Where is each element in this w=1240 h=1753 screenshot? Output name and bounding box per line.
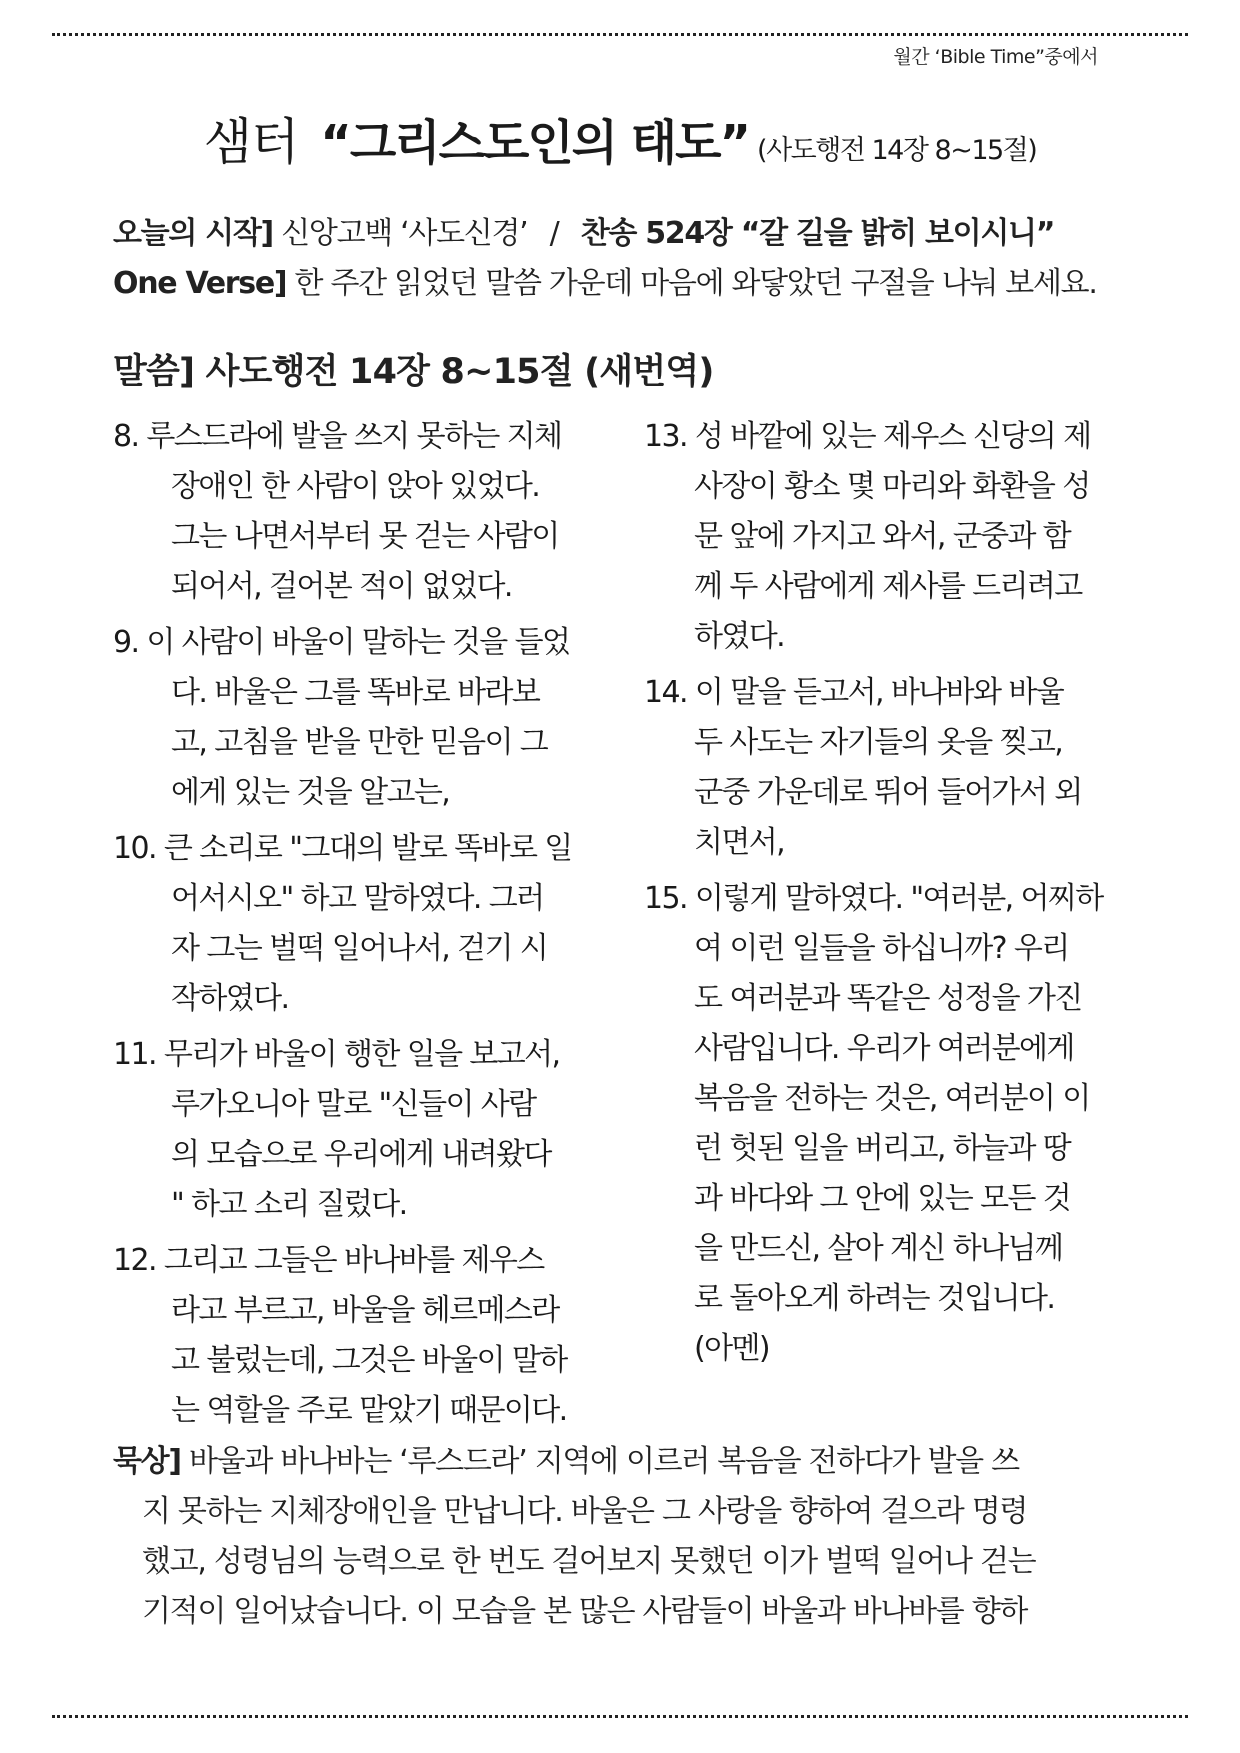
verse-line: 는 역할을 주로 맡았기 때문이다. bbox=[171, 1393, 567, 1428]
source-note: 월간 ‘Bible Time”중에서 bbox=[893, 46, 1098, 68]
verse bbox=[644, 668, 1134, 868]
verse-line: 과 바다와 그 안에 있는 모든 것 bbox=[694, 1181, 1071, 1216]
one-verse-label: One Verse] bbox=[113, 266, 287, 301]
verse-line: 9. 이 사람이 바울이 말하는 것을 들었 bbox=[113, 625, 570, 660]
verse bbox=[113, 824, 613, 1024]
verse-line: 께 두 사람에게 제사를 드리려고 bbox=[694, 569, 1082, 604]
intro-one-verse-line bbox=[113, 258, 1143, 302]
verse-line: 되어서, 걸어본 적이 없었다. bbox=[171, 569, 512, 604]
verse-line: 로 돌아오게 하려는 것입니다. bbox=[694, 1281, 1055, 1316]
verse-line: 런 헛된 일을 버리고, 하늘과 땅 bbox=[694, 1131, 1071, 1166]
verse-line: 작하였다. bbox=[171, 981, 289, 1016]
title-main: “그리스도인의 태도” bbox=[320, 115, 750, 171]
title-section-name: 샘터 bbox=[203, 113, 299, 171]
top-dotted-rule bbox=[52, 33, 1188, 36]
scripture-heading: 말씀] 사도행전 14장 8~15절 (새번역) bbox=[113, 352, 714, 392]
intro-start-line bbox=[113, 208, 1143, 252]
verse-line: 루가오니아 말로 "신들이 사람 bbox=[171, 1087, 536, 1122]
verse-line: 도 여러분과 똑같은 성정을 가진 bbox=[694, 981, 1082, 1016]
meditation-line: 했고, 성령님의 능력으로 한 번도 걸어보지 못했던 이가 벌떡 일어나 걷는 bbox=[142, 1544, 1036, 1579]
verse-line: 의 모습으로 우리에게 내려왔다 bbox=[171, 1137, 551, 1172]
page-title bbox=[0, 102, 1240, 174]
verse-line: 복음을 전하는 것은, 여러분이 이 bbox=[694, 1081, 1090, 1116]
verse-line: 15. 이렇게 말하였다. "여러분, 어찌하 bbox=[644, 881, 1103, 916]
verse-line: 11. 무리가 바울이 행한 일을 보고서, bbox=[113, 1037, 560, 1072]
start-label: 오늘의 시작] bbox=[113, 216, 273, 251]
verse-line: 어서시오" 하고 말하였다. 그러 bbox=[171, 881, 544, 916]
verse bbox=[113, 1030, 613, 1230]
meditation bbox=[113, 1437, 1143, 1637]
verse bbox=[113, 1236, 613, 1436]
verse bbox=[644, 412, 1134, 662]
scripture-right-column bbox=[644, 412, 1134, 1380]
verse-line: 장애인 한 사람이 앉아 있었다. bbox=[171, 469, 540, 504]
verse-line: 문 앞에 가지고 와서, 군중과 함 bbox=[694, 519, 1071, 554]
scripture-left-column bbox=[113, 412, 613, 1442]
meditation-first-text: 바울과 바나바는 ‘루스드라’ 지역에 이르러 복음을 전하다가 발을 쓰 bbox=[189, 1444, 1019, 1479]
verse-line: 14. 이 말을 듣고서, 바나바와 바울 bbox=[644, 675, 1064, 710]
verse-line: 여 이런 일들을 하십니까? 우리 bbox=[694, 931, 1069, 966]
verse-line: 13. 성 바깥에 있는 제우스 신당의 제 bbox=[644, 419, 1091, 454]
verse-line: (아멘) bbox=[694, 1331, 769, 1366]
meditation-label: 묵상] bbox=[113, 1444, 181, 1479]
verse-line: " 하고 소리 질렀다. bbox=[171, 1187, 407, 1222]
bottom-dotted-rule bbox=[52, 1715, 1188, 1718]
verse-line: 에게 있는 것을 알고는, bbox=[171, 775, 450, 810]
verse-line: 다. 바울은 그를 똑바로 바라보 bbox=[171, 675, 540, 710]
intro-separator: / bbox=[549, 216, 559, 251]
verse bbox=[644, 874, 1134, 1374]
verse bbox=[113, 412, 613, 612]
verse-line: 두 사도는 자기들의 옷을 찢고, bbox=[694, 725, 1063, 760]
meditation-line: 지 못하는 지체장애인을 만납니다. 바울은 그 사랑을 향하여 걸으라 명령 bbox=[142, 1494, 1028, 1529]
hymn-text: 찬송 524장 “갈 길을 밝히 보이시니” bbox=[580, 216, 1055, 251]
verse-line: 하였다. bbox=[694, 619, 785, 654]
verse bbox=[113, 618, 613, 818]
verse-line: 고 불렀는데, 그것은 바울이 말하 bbox=[171, 1343, 567, 1378]
verse-line: 10. 큰 소리로 "그대의 발로 똑바로 일 bbox=[113, 831, 572, 866]
verse-line: 8. 루스드라에 발을 쓰지 못하는 지체 bbox=[113, 419, 562, 454]
verse-line: 사람입니다. 우리가 여러분에게 bbox=[694, 1031, 1074, 1066]
verse-line: 고, 고침을 받을 만한 믿음이 그 bbox=[171, 725, 548, 760]
meditation-line: 기적이 일어났습니다. 이 모습을 본 많은 사람들이 바울과 바나바를 향하 bbox=[142, 1594, 1028, 1629]
verse-line: 사장이 황소 몇 마리와 화환을 성 bbox=[694, 469, 1090, 504]
meditation-first-line bbox=[113, 1437, 1143, 1487]
creed-text: 신앙고백 ‘사도신경’ bbox=[281, 216, 528, 251]
title-reference: (사도행전 14장 8~15절) bbox=[757, 135, 1037, 166]
verse-line: 자 그는 벌떡 일어나서, 걷기 시 bbox=[171, 931, 548, 966]
verse-line: 그는 나면서부터 못 걷는 사람이 bbox=[171, 519, 559, 554]
verse-line: 라고 부르고, 바울을 헤르메스라 bbox=[171, 1293, 559, 1328]
verse-line: 치면서, bbox=[694, 825, 785, 860]
verse-line: 12. 그리고 그들은 바나바를 제우스 bbox=[113, 1243, 544, 1278]
verse-line: 을 만드신, 살아 계신 하나님께 bbox=[694, 1231, 1063, 1266]
verse-line: 군중 가운데로 뛰어 들어가서 외 bbox=[694, 775, 1082, 810]
one-verse-text: 한 주간 읽었던 말씀 가운데 마음에 와닿았던 구절을 나눠 보세요. bbox=[294, 266, 1097, 301]
